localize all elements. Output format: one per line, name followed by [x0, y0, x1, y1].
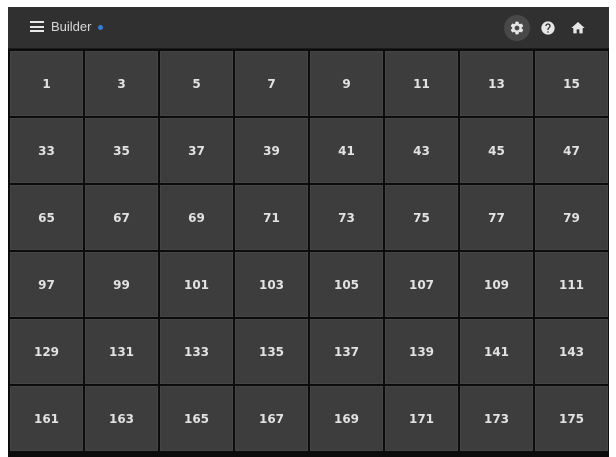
home-icon [570, 20, 586, 36]
grid-cell[interactable]: 141 [460, 319, 533, 384]
grid-cell[interactable]: 143 [535, 319, 608, 384]
grid-cell[interactable]: 77 [460, 185, 533, 250]
button-grid [10, 51, 609, 451]
grid-cell[interactable]: 163 [85, 386, 158, 451]
grid-cell[interactable]: 33 [10, 118, 83, 183]
grid-cell[interactable]: 37 [160, 118, 233, 183]
grid-cell[interactable]: 165 [160, 386, 233, 451]
grid-cell[interactable]: 47 [535, 118, 608, 183]
grid-cell[interactable]: 75 [385, 185, 458, 250]
help-button[interactable] [535, 15, 561, 41]
grid-cell[interactable]: 175 [535, 386, 608, 451]
grid-cell[interactable]: 169 [310, 386, 383, 451]
grid-cell[interactable]: 135 [235, 319, 308, 384]
grid-cell[interactable]: 173 [460, 386, 533, 451]
grid-cell[interactable]: 73 [310, 185, 383, 250]
grid-cell[interactable]: 101 [160, 252, 233, 317]
grid-cell[interactable]: 5 [160, 51, 233, 116]
app-title: Builder [51, 19, 92, 34]
top-bar [8, 7, 609, 49]
grid-cell[interactable]: 13 [460, 51, 533, 116]
grid-cell[interactable]: 109 [460, 252, 533, 317]
status-dot [98, 25, 103, 30]
grid-cell[interactable]: 171 [385, 386, 458, 451]
grid-cell[interactable]: 43 [385, 118, 458, 183]
grid-cell[interactable]: 139 [385, 319, 458, 384]
grid-cell[interactable]: 103 [235, 252, 308, 317]
grid-cell[interactable]: 99 [85, 252, 158, 317]
grid-cell[interactable]: 15 [535, 51, 608, 116]
grid-cell[interactable]: 7 [235, 51, 308, 116]
grid-cell[interactable]: 79 [535, 185, 608, 250]
gear-icon [509, 20, 525, 36]
grid-cell[interactable]: 39 [235, 118, 308, 183]
grid-cell[interactable]: 111 [535, 252, 608, 317]
help-icon [540, 20, 556, 36]
grid-cell[interactable]: 1 [10, 51, 83, 116]
grid-cell[interactable]: 137 [310, 319, 383, 384]
grid-cell[interactable]: 3 [85, 51, 158, 116]
grid-cell[interactable]: 69 [160, 185, 233, 250]
home-button[interactable] [565, 15, 591, 41]
grid-cell[interactable]: 9 [310, 51, 383, 116]
settings-button[interactable] [504, 15, 530, 41]
grid-cell[interactable]: 131 [85, 319, 158, 384]
grid-cell[interactable]: 161 [10, 386, 83, 451]
grid-cell[interactable]: 71 [235, 185, 308, 250]
grid-cell[interactable]: 129 [10, 319, 83, 384]
grid-cell[interactable]: 65 [10, 185, 83, 250]
grid-cell[interactable]: 97 [10, 252, 83, 317]
grid-cell[interactable]: 107 [385, 252, 458, 317]
grid-cell[interactable]: 35 [85, 118, 158, 183]
hamburger-menu-icon[interactable] [30, 21, 44, 32]
grid-cell[interactable]: 41 [310, 118, 383, 183]
app-window [8, 7, 609, 457]
grid-cell[interactable]: 45 [460, 118, 533, 183]
grid-cell[interactable]: 133 [160, 319, 233, 384]
grid-cell[interactable]: 67 [85, 185, 158, 250]
grid-cell[interactable]: 11 [385, 51, 458, 116]
grid-cell[interactable]: 167 [235, 386, 308, 451]
grid-cell[interactable]: 105 [310, 252, 383, 317]
